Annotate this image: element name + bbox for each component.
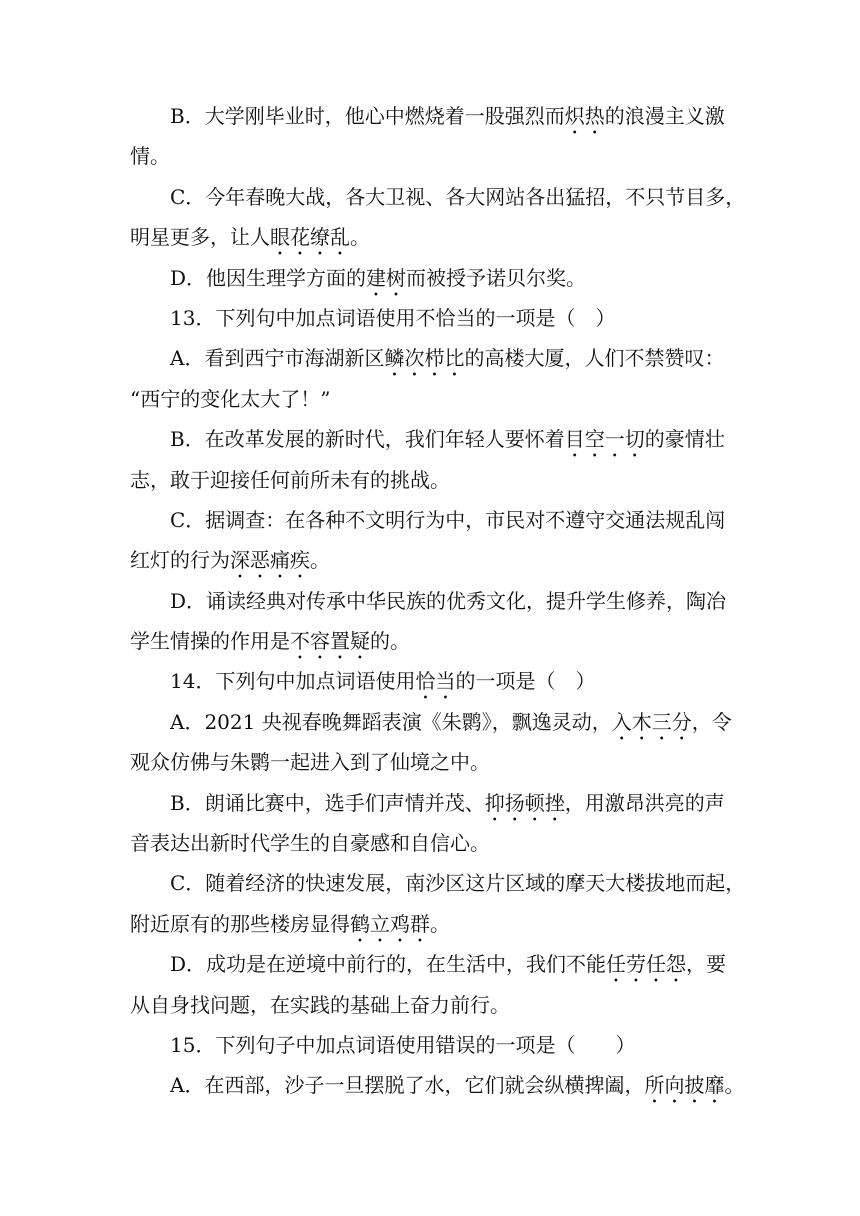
emphasized-word: 入木三分 (611, 709, 692, 734)
text: 。 (310, 548, 330, 573)
q12-option-c-line2 (130, 217, 730, 257)
q13-option-d-line2 (130, 621, 730, 661)
q14-option-b-line1 (130, 783, 730, 823)
emphasized-word: 抑扬顿挫 (484, 790, 565, 815)
text: 的浪漫主义激 (604, 104, 725, 128)
text: 14．下列句中加点词语使用 (170, 669, 416, 694)
q13-option-d-line1 (130, 581, 730, 621)
text: 。 (724, 1073, 745, 1098)
text: A．在西部，沙子一旦摆脱了水，它们就会纵横捭阖， (170, 1073, 645, 1098)
text: “西宁的变化太大了！” (130, 386, 331, 411)
text: 红灯的行为 (130, 548, 230, 573)
text: A．2021 央视春晚舞蹈表演《朱鹮》，飘逸灵动， (170, 709, 612, 734)
text: C．今年春晚大战，各大卫视、各大网站各出猛招，不只节目多， (170, 184, 746, 209)
text: 附近原有的那些楼房显得 (130, 911, 350, 936)
text: 从自身找问题，在实践的基础上奋力前行。 (130, 992, 510, 1017)
emphasized-word: 恰当 (415, 669, 456, 694)
q13-stem (130, 298, 730, 338)
q14-stem (130, 661, 730, 701)
text: 的。 (370, 629, 410, 654)
text: 情。 (130, 144, 170, 169)
question-stem: 13．下列句中加点词语使用不恰当的一项是（ ） (170, 305, 616, 330)
q13-option-c-line1 (130, 500, 730, 540)
text: 的豪情壮 (644, 427, 725, 452)
text: B．在改革发展的新时代，我们年轻人要怀着 (170, 427, 565, 452)
text: 明星更多，让人 (130, 225, 270, 250)
q12-option-c-line1 (130, 177, 746, 217)
text: D．成功是在逆境中前行的，在生活中，我们不能 (170, 952, 607, 977)
text: 。 (430, 911, 450, 936)
text: 观众仿佛与朱鹮一起进入到了仙境之中。 (130, 750, 490, 775)
text: D．他因生理学方面的 (170, 265, 367, 290)
q14-option-b-line2 (130, 823, 730, 863)
q13-option-b-line1 (130, 419, 730, 459)
emphasized-word: 所向披靡 (644, 1073, 725, 1098)
text: ，用激昂洪亮的声 (564, 790, 725, 815)
text: D．诵读经典对传承中华民族的优秀文化，提升学生修养，陶冶 (170, 588, 727, 613)
text: 而被授予诺贝尔奖。 (406, 265, 587, 290)
question-text-body (130, 96, 746, 1106)
emphasized-word: 眼花缭乱 (270, 225, 350, 250)
text: ，令 (691, 709, 732, 734)
q12-option-d (130, 258, 730, 298)
emphasized-word: 任劳任怨 (606, 952, 687, 977)
text: 学生情操的作用是 (130, 629, 290, 654)
q13-option-b-line2 (130, 460, 730, 500)
q14-option-d-line2 (130, 985, 730, 1025)
q12-option-b-line2 (130, 136, 730, 176)
q15-option-a (130, 1065, 745, 1105)
text: 志，敢于迎接任何前所未有的挑战。 (130, 467, 450, 492)
text: B．大学刚毕业时，他心中燃烧着一股强烈而 (170, 104, 565, 128)
text: 音表达出新时代学生的自豪感和自信心。 (130, 831, 490, 856)
text: C．随着经济的快速发展，南沙区这片区域的摩天大楼拔地而起， (170, 871, 746, 896)
text: ，要 (686, 952, 727, 977)
q14-option-d-line1 (130, 944, 730, 984)
text: C．据调查：在各种不文明行为中，市民对不遵守交通法规乱闯 (170, 507, 726, 532)
emphasized-word: 炽热 (564, 104, 605, 128)
q14-option-a-line1 (130, 702, 730, 742)
text: 的高楼大厦，人们不禁赞叹： (464, 346, 725, 371)
q14-option-c-line1 (130, 863, 746, 903)
emphasized-word: 不容置疑 (290, 629, 370, 654)
q12-option-b-line1 (130, 96, 730, 136)
q15-stem (130, 1025, 730, 1065)
emphasized-word: 鹤立鸡群 (350, 911, 430, 936)
text: 。 (350, 225, 370, 250)
text: B．朗诵比赛中，选手们声情并茂、 (170, 790, 485, 815)
q13-option-c-line2 (130, 540, 730, 580)
q14-option-a-line2 (130, 742, 730, 782)
q13-option-a-line1 (130, 338, 730, 378)
question-stem: 15．下列句子中加点词语使用错误的一项是（ ） (170, 1032, 636, 1057)
text: 的一项是（ ） (455, 669, 596, 694)
emphasized-word: 深恶痛疾 (230, 548, 310, 573)
q13-option-a-line2 (130, 379, 730, 419)
q14-option-c-line2 (130, 904, 730, 944)
emphasized-word: 目空一切 (564, 427, 645, 452)
text: A．看到西宁市海湖新区 (170, 346, 385, 371)
emphasized-word: 鳞次栉比 (384, 346, 465, 371)
emphasized-word: 建树 (366, 265, 407, 290)
